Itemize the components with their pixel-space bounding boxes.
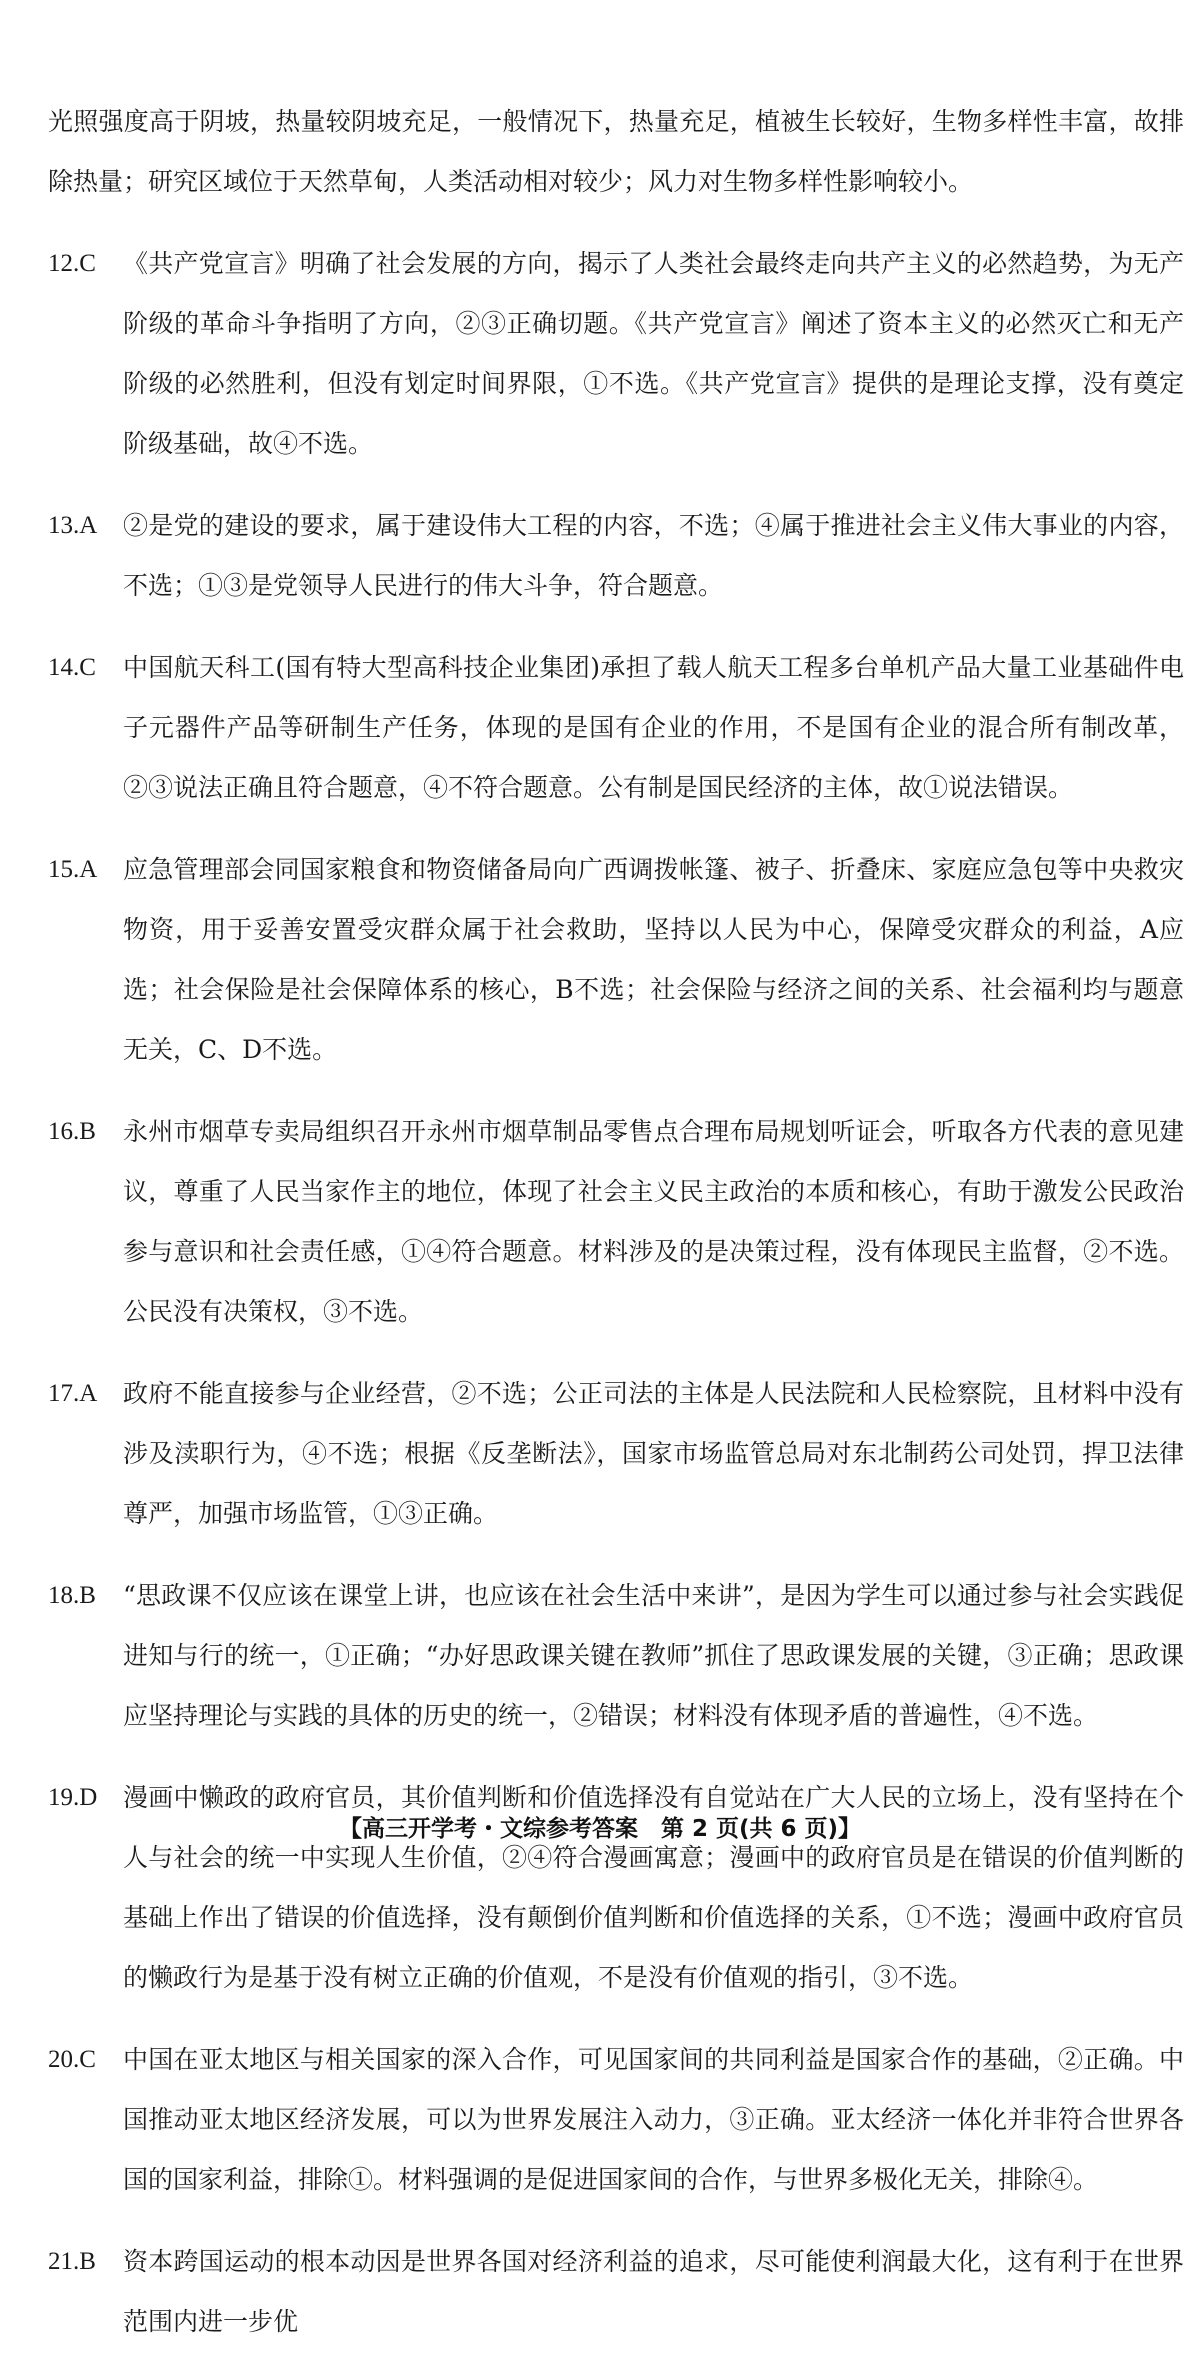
answer-page [48, 92, 1184, 2374]
answer-item [48, 496, 1184, 616]
answer-explanation: 漫画中懒政的政府官员，其价值判断和价值选择没有自觉站在广大人民的立场上，没有坚持在个人与社会的统一中实现人生价值，②④符合漫画寓意；漫画中的政府官员是在错误的价值判断的基础上作出了错误的价值选择，没有颠倒价值判断和价值选择的关系，①不选；漫画中政府官员的懒政行为是基于没有树立正确的价值观，不是没有价值观的指引，③不选。 [123, 1783, 1184, 1992]
answer-explanation: 应急管理部会同国家粮食和物资储备局向广西调拨帐篷、被子、折叠床、家庭应急包等中央救灾物资，用于妥善安置受灾群众属于社会救助，坚持以人民为中心，保障受灾群众的利益，A应选；社会保险是社会保障体系的核心，B不选；社会保险与经济之间的关系、社会福利均与题意无关，C、D不选。 [123, 855, 1184, 1064]
answer-explanation: “思政课不仅应该在课堂上讲，也应该在社会生活中来讲”，是因为学生可以通过参与社会实践促进知与行的统一，①正确；“办好思政课关键在教师”抓住了思政课发展的关键，③正确；思政课应坚持理论与实践的具体的历史的统一，②错误；材料没有体现矛盾的普遍性，④不选。 [123, 1581, 1184, 1730]
answer-item [48, 1768, 1184, 2008]
answer-number: 21.B [48, 2248, 96, 2275]
answer-explanation: ②是党的建设的要求，属于建设伟大工程的内容，不选；④属于推进社会主义伟大事业的内容，不选；①③是党领导人民进行的伟大斗争，符合题意。 [123, 511, 1184, 600]
answer-explanation: 中国在亚太地区与相关国家的深入合作，可见国家间的共同利益是国家合作的基础，②正确。中国推动亚太地区经济发展，可以为世界发展注入动力，③正确。亚太经济一体化并非符合世界各国的国家利益，排除①。材料强调的是促进国家间的合作，与世界多极化无关，排除④。 [123, 2045, 1184, 2194]
answer-explanation: 《共产党宣言》明确了社会发展的方向，揭示了人类社会最终走向共产主义的必然趋势，为无产阶级的革命斗争指明了方向，②③正确切题。《共产党宣言》阐述了资本主义的必然灭亡和无产阶级的必然胜利，但没有划定时间界限，①不选。《共产党宣言》提供的是理论支撑，没有奠定阶级基础，故④不选。 [123, 249, 1184, 458]
answer-item [48, 638, 1184, 818]
answer-explanation: 资本跨国运动的根本动因是世界各国对经济利益的追求，尽可能使利润最大化，这有利于在世界范围内进一步优 [123, 2247, 1184, 2336]
answer-number: 20.C [48, 2046, 96, 2073]
answer-number: 18.B [48, 1582, 96, 1609]
answer-item [48, 2030, 1184, 2210]
answer-number: 12.C [48, 250, 96, 277]
answer-list [48, 234, 1184, 2352]
continued-paragraph: 光照强度高于阴坡，热量较阴坡充足，一般情况下，热量充足，植被生长较好，生物多样性丰富，故排除热量；研究区域位于天然草甸，人类活动相对较少；风力对生物多样性影响较小。 [48, 107, 1184, 196]
answer-item [48, 234, 1184, 474]
answer-item [48, 1102, 1184, 1342]
page-footer: 【高三开学考・文综参考答案 第 2 页(共 6 页)】 [338, 1816, 862, 1842]
answer-item [48, 1566, 1184, 1746]
answer-number: 14.C [48, 654, 96, 681]
answer-explanation: 永州市烟草专卖局组织召开永州市烟草制品零售点合理布局规划听证会，听取各方代表的意见建议，尊重了人民当家作主的地位，体现了社会主义民主政治的本质和核心，有助于激发公民政治参与意识和社会责任感，①④符合题意。材料涉及的是决策过程，没有体现民主监督，②不选。公民没有决策权，③不选。 [123, 1117, 1184, 1326]
answer-number: 19.D [48, 1784, 98, 1811]
answer-item [48, 1364, 1184, 1544]
answer-number: 15.A [48, 856, 98, 883]
answer-number: 13.A [48, 512, 98, 539]
answer-number: 17.A [48, 1380, 98, 1407]
answer-item [48, 840, 1184, 1080]
answer-item [48, 2232, 1184, 2352]
answer-explanation: 中国航天科工(国有特大型高科技企业集团)承担了载人航天工程多台单机产品大量工业基础件电子元器件产品等研制生产任务，体现的是国有企业的作用，不是国有企业的混合所有制改革，②③说法正确且符合题意，④不符合题意。公有制是国民经济的主体，故①说法错误。 [123, 653, 1184, 802]
answer-number: 16.B [48, 1118, 96, 1145]
answer-explanation: 政府不能直接参与企业经营，②不选；公正司法的主体是人民法院和人民检察院，且材料中没有涉及渎职行为，④不选；根据《反垄断法》，国家市场监管总局对东北制药公司处罚，捍卫法律尊严，加强市场监管，①③正确。 [123, 1379, 1184, 1528]
